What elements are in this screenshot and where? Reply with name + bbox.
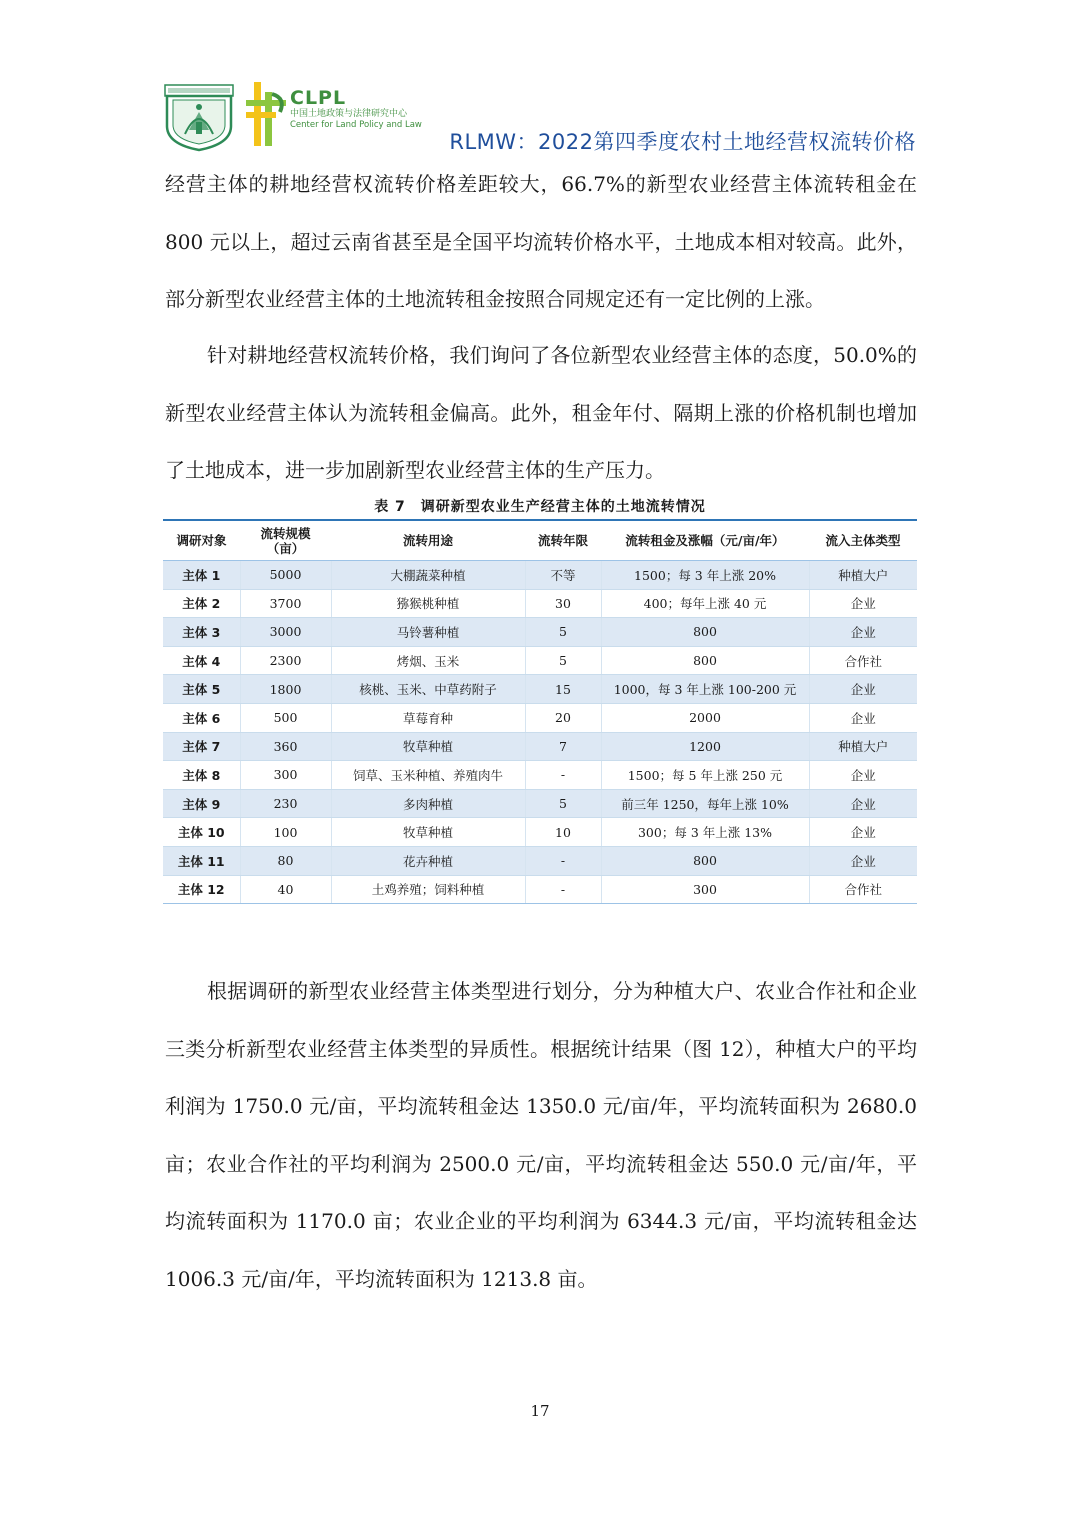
table-cell: 主体 10 xyxy=(163,818,240,847)
table-cell: 饲草、玉米种植、养殖肉牛 xyxy=(331,761,525,790)
table-cell: 主体 4 xyxy=(163,646,240,675)
table-cell: 不等 xyxy=(525,561,601,590)
table-cell: 1200 xyxy=(601,732,809,761)
table-cell: - xyxy=(525,846,601,875)
table-cell: 3700 xyxy=(240,589,331,618)
table-row xyxy=(163,589,917,618)
table-cell: 5 xyxy=(525,618,601,647)
table-cell: 1500；每 3 年上涨 20% xyxy=(601,561,809,590)
table-cell: 80 xyxy=(240,846,331,875)
table-cell: 2300 xyxy=(240,646,331,675)
table-cell: 主体 6 xyxy=(163,703,240,732)
table-cell: 800 xyxy=(601,846,809,875)
table-cell: 企业 xyxy=(809,675,917,704)
table-cell: 牧草种植 xyxy=(331,818,525,847)
table-cell: 合作社 xyxy=(809,875,917,904)
column-header: 流入主体类型 xyxy=(809,520,917,561)
table-cell: - xyxy=(525,875,601,904)
table-cell: 企业 xyxy=(809,789,917,818)
clpl-emblem-icon xyxy=(246,82,288,148)
column-header: 流转规模 （亩） xyxy=(240,520,331,561)
column-header: 流转用途 xyxy=(331,520,525,561)
column-header: 流转租金及涨幅（元/亩/年） xyxy=(601,520,809,561)
table-header-row xyxy=(163,520,917,561)
table-cell: 500 xyxy=(240,703,331,732)
table-cell: 30 xyxy=(525,589,601,618)
table-cell: 大棚蔬菜种植 xyxy=(331,561,525,590)
table-cell: 20 xyxy=(525,703,601,732)
page-number: 17 xyxy=(530,1402,550,1420)
table-row xyxy=(163,561,917,590)
table-cell: 企业 xyxy=(809,703,917,732)
table-cell: 800 xyxy=(601,618,809,647)
table-cell: 草莓育种 xyxy=(331,703,525,732)
table-cell: 前三年 1250，每年上涨 10% xyxy=(601,789,809,818)
table-cell: 主体 1 xyxy=(163,561,240,590)
table-cell: 企业 xyxy=(809,818,917,847)
report-title: RLMW：2022第四季度农村土地经营权流转价格 xyxy=(449,130,916,154)
table-cell: 主体 9 xyxy=(163,789,240,818)
paragraph-3: 根据调研的新型农业经营主体类型进行划分，分为种植大户、农业合作社和企业三类分析新型农业经营主体类型的异质性。根据统计结果（图 12），种植大户的平均利润为 1750.0 元/亩，平均流转租金达 1350.0 元/亩/年，平均流转面积为 2680.0 亩；农业合作社的平均利润为 2500.0 元/亩，平均流转租金达 550.0 元/亩/年，平均流转面积为 1170.0 亩；农业企业的平均利润为 6344.3 元/亩，平均流转租金达 1006.3 元/亩/年，平均流转面积为 1213.8 亩。 xyxy=(165,979,917,1291)
table-cell: 7 xyxy=(525,732,601,761)
page-header xyxy=(0,0,1080,160)
paragraph-1: 经营主体的耕地经营权流转价格差距较大，66.7%的新型农业经营主体流转租金在 800 元以上，超过云南省甚至是全国平均流转价格水平，土地成本相对较高。此外，部分新型农业经营主体的土地流转租金按照合同规定还有一定比例的上涨。 xyxy=(165,172,917,311)
table-cell: 企业 xyxy=(809,618,917,647)
table-cell: 主体 2 xyxy=(163,589,240,618)
table-row xyxy=(163,761,917,790)
table-cell: 合作社 xyxy=(809,646,917,675)
table-cell: 15 xyxy=(525,675,601,704)
clpl-name-cn: 中国土地政策与法律研究中心 xyxy=(290,109,408,119)
table-cell: 主体 11 xyxy=(163,846,240,875)
table-row xyxy=(163,675,917,704)
table-cell: 主体 12 xyxy=(163,875,240,904)
table-cell: 土鸡养殖；饲料种植 xyxy=(331,875,525,904)
table-cell: 烤烟、玉米 xyxy=(331,646,525,675)
table-cell: 360 xyxy=(240,732,331,761)
table-cell: 1000，每 3 年上涨 100-200 元 xyxy=(601,675,809,704)
land-transfer-table xyxy=(163,519,917,904)
table-cell: 核桃、玉米、中草药附子 xyxy=(331,675,525,704)
table-cell: 企业 xyxy=(809,589,917,618)
table-cell: 1800 xyxy=(240,675,331,704)
table-cell: 100 xyxy=(240,818,331,847)
table-cell: 主体 3 xyxy=(163,618,240,647)
table-caption: 表 7 调研新型农业生产经营主体的土地流转情况 xyxy=(374,499,706,515)
table-cell: 230 xyxy=(240,789,331,818)
table-cell: 企业 xyxy=(809,846,917,875)
clpl-logo xyxy=(246,82,436,148)
table-cell: 种植大户 xyxy=(809,561,917,590)
table-row xyxy=(163,789,917,818)
table-cell: 5 xyxy=(525,789,601,818)
table-cell: 主体 7 xyxy=(163,732,240,761)
table-row xyxy=(163,846,917,875)
table-row xyxy=(163,732,917,761)
table-cell: - xyxy=(525,761,601,790)
table-cell: 种植大户 xyxy=(809,732,917,761)
table-cell: 40 xyxy=(240,875,331,904)
table-cell: 300；每 3 年上涨 13% xyxy=(601,818,809,847)
column-header: 流转年限 xyxy=(525,520,601,561)
table-cell: 3000 xyxy=(240,618,331,647)
table-cell: 主体 5 xyxy=(163,675,240,704)
clpl-name-en: Center for Land Policy and Law xyxy=(290,120,422,130)
table-cell: 300 xyxy=(240,761,331,790)
university-emblem-logo xyxy=(163,82,235,152)
table-cell: 马铃薯种植 xyxy=(331,618,525,647)
table-cell: 企业 xyxy=(809,761,917,790)
table-cell: 1500；每 5 年上涨 250 元 xyxy=(601,761,809,790)
table-row xyxy=(163,818,917,847)
table-row xyxy=(163,646,917,675)
table-cell: 牧草种植 xyxy=(331,732,525,761)
paragraph-2: 针对耕地经营权流转价格，我们询问了各位新型农业经营主体的态度，50.0%的新型农业经营主体认为流转租金偏高。此外，租金年付、隔期上涨的价格机制也增加了土地成本，进一步加剧新型农业经营主体的生产压力。 xyxy=(165,343,917,482)
table-cell: 10 xyxy=(525,818,601,847)
table-cell: 2000 xyxy=(601,703,809,732)
clpl-abbreviation: CLPL xyxy=(290,87,347,109)
table-row xyxy=(163,703,917,732)
table-cell: 300 xyxy=(601,875,809,904)
column-header: 调研对象 xyxy=(163,520,240,561)
table-cell: 800 xyxy=(601,646,809,675)
table-row xyxy=(163,618,917,647)
table-cell: 多肉种植 xyxy=(331,789,525,818)
table-cell: 5 xyxy=(525,646,601,675)
table-cell: 5000 xyxy=(240,561,331,590)
table-cell: 花卉种植 xyxy=(331,846,525,875)
table-cell: 猕猴桃种植 xyxy=(331,589,525,618)
table-cell: 主体 8 xyxy=(163,761,240,790)
table-row xyxy=(163,875,917,904)
table-cell: 400；每年上涨 40 元 xyxy=(601,589,809,618)
